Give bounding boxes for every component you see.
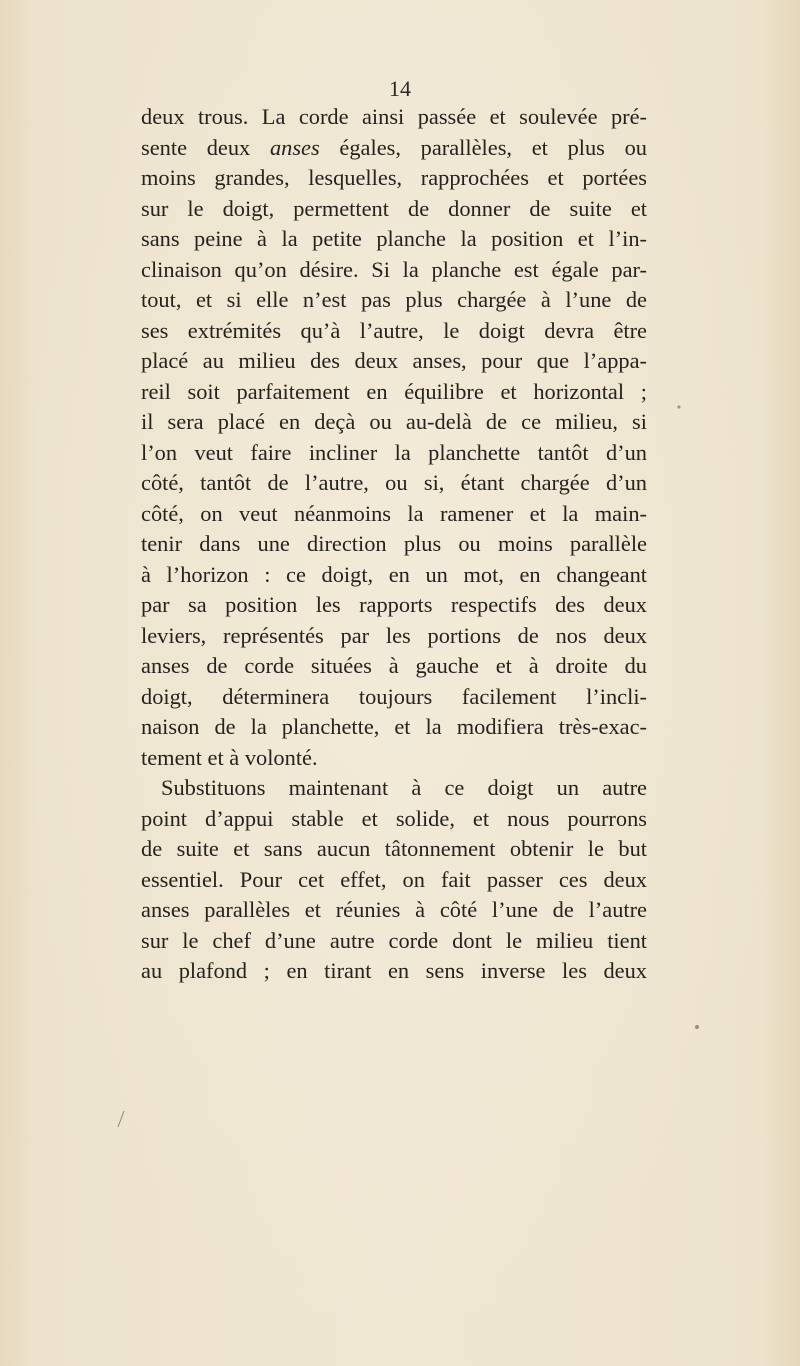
- text-line: anses de corde situées à gauche et à droite du: [141, 653, 647, 678]
- text-line: côté, tantôt de l’autre, ou si, étant chargée d’un: [141, 470, 647, 495]
- text-line: [141, 133, 647, 164]
- text-line: reil soit parfaitement en équilibre et horizontal ;: [141, 378, 647, 404]
- text-line: tout, et si elle n’est pas plus chargée à l’une de: [141, 287, 647, 312]
- text-line: sans peine à la petite planche la position et l’in-: [141, 226, 647, 251]
- text-line: placé au milieu des deux anses, pour que l’appa-: [141, 348, 647, 373]
- text-segment: égales, parallèles, et plus ou: [319, 134, 647, 160]
- text-line: deux trous. La corde ainsi passée et soulevée pré-: [141, 104, 647, 129]
- text-line: tement et à volonté.: [141, 744, 318, 770]
- text-line: au plafond ; en tirant en sens inverse les deux: [141, 958, 647, 983]
- text-line: naison de la planchette, et la modifiera très-exac-: [141, 714, 647, 739]
- page-number: 14: [389, 76, 411, 101]
- text-line: à l’horizon : ce doigt, en un mot, en changeant: [141, 561, 647, 587]
- text-line: il sera placé en deçà ou au-delà de ce milieu, si: [141, 409, 647, 434]
- text-line: sur le chef d’une autre corde dont le milieu tient: [141, 927, 647, 953]
- text-line: Substituons maintenant à ce doigt un autre: [161, 775, 647, 800]
- text-line: clinaison qu’on désire. Si la planche est égale par-: [141, 256, 647, 282]
- paper-blemish-dot: [676, 404, 682, 410]
- text-line: leviers, représentés par les portions de nos deux: [141, 622, 647, 648]
- text-line: doigt, déterminera toujours facilement l’incli-: [141, 683, 647, 709]
- text-segment: sente deux: [141, 134, 270, 160]
- text-line: anses parallèles et réunies à côté l’une de l’autre: [141, 897, 647, 922]
- text-line: de suite et sans aucun tâtonnement obtenir le but: [141, 836, 647, 861]
- paper-blemish-dot: [694, 1024, 700, 1030]
- text-line: moins grandes, lesquelles, rapprochées et portées: [141, 165, 647, 190]
- text-line: essentiel. Pour cet effet, on fait passer ces deux: [141, 866, 647, 892]
- text-line: par sa position les rapports respectifs des deux: [141, 592, 647, 617]
- italic-word: anses: [269, 134, 320, 160]
- text-line: point d’appui stable et solide, et nous pourrons: [141, 805, 647, 831]
- text-line: ses extrémités qu’à l’autre, le doigt devra être: [141, 317, 647, 343]
- text-line: côté, on veut néanmoins la ramener et la main-: [141, 500, 647, 526]
- text-line: l’on veut faire incliner la planchette tantôt d’un: [141, 439, 647, 465]
- text-line: tenir dans une direction plus ou moins parallèle: [141, 531, 647, 556]
- paper-blemish-mark: [116, 1110, 126, 1128]
- text-line: sur le doigt, permettent de donner de suite et: [141, 195, 647, 221]
- body-text: [141, 102, 647, 987]
